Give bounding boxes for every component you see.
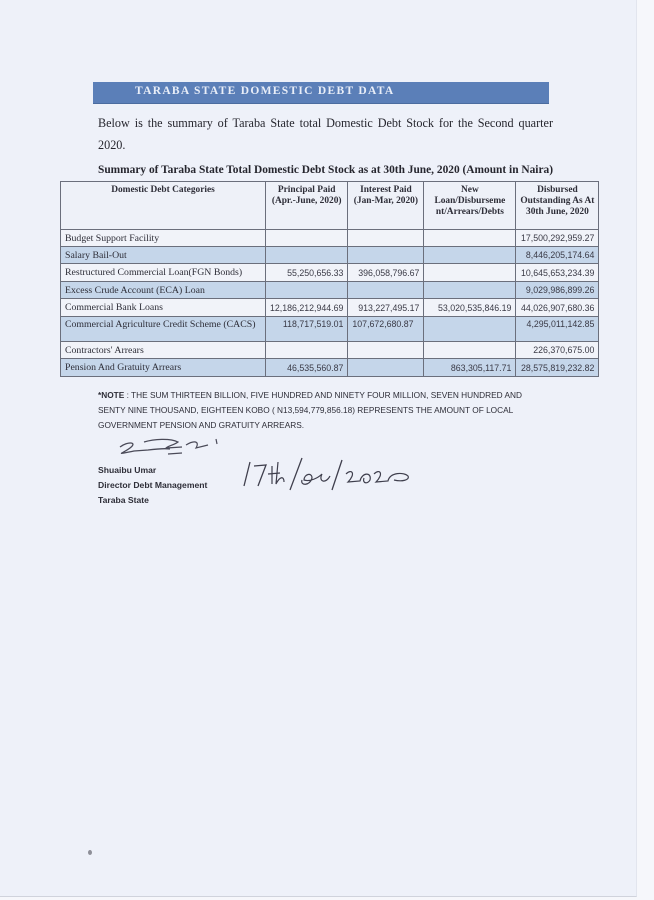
row-outstanding: 28,575,819,232.82 — [516, 359, 599, 377]
row-outstanding: 8,446,205,174.64 — [516, 247, 599, 264]
row-category: Commercial Bank Loans — [61, 299, 266, 317]
row-new-loan — [424, 247, 516, 264]
row-new-loan — [424, 264, 516, 282]
row-interest — [348, 359, 424, 377]
footnote — [98, 388, 548, 433]
row-interest: 396,058,796.67 — [348, 264, 424, 282]
row-new-loan: 53,020,535,846.19 — [424, 299, 516, 317]
handwritten-date — [238, 452, 428, 494]
table-row — [61, 230, 599, 247]
debt-table — [60, 181, 599, 377]
row-new-loan: 863,305,117.71 — [424, 359, 516, 377]
row-category: Commercial Agriculture Credit Scheme (CACS) — [61, 317, 266, 342]
row-category: Excess Crude Account (ECA) Loan — [61, 282, 266, 299]
row-interest — [348, 342, 424, 359]
row-interest — [348, 230, 424, 247]
scan-speck — [88, 850, 92, 855]
row-outstanding: 10,645,653,234.39 — [516, 264, 599, 282]
intro-paragraph: Below is the summary of Taraba State total Domestic Debt Stock for the Second quarter 2020. — [98, 116, 553, 152]
banner-title: TARABA STATE DOMESTIC DEBT DATA — [135, 85, 395, 97]
row-category: Salary Bail-Out — [61, 247, 266, 264]
row-principal — [266, 230, 348, 247]
row-principal: 55,250,656.33 — [266, 264, 348, 282]
table-row — [61, 359, 599, 377]
row-outstanding: 226,370,675.00 — [516, 342, 599, 359]
row-principal: 118,717,519.01 — [266, 317, 348, 342]
row-principal — [266, 247, 348, 264]
signatory-title: Director Debt Management — [98, 480, 208, 490]
row-interest — [348, 282, 424, 299]
handwritten-signature — [86, 430, 246, 460]
row-outstanding: 44,026,907,680.36 — [516, 299, 599, 317]
table-row — [61, 342, 599, 359]
signatory-block — [98, 463, 207, 508]
row-outstanding: 4,295,011,142.85 — [516, 317, 599, 342]
row-category: Restructured Commercial Loan(FGN Bonds) — [61, 264, 266, 282]
row-principal — [266, 342, 348, 359]
table-caption: Summary of Taraba State Total Domestic Debt Stock as at 30th June, 2020 (Amount in Naira) — [98, 164, 554, 176]
row-category: Contractors' Arrears — [61, 342, 266, 359]
header-principal: Principal Paid (Apr.-June, 2020) — [266, 182, 348, 230]
row-new-loan — [424, 342, 516, 359]
title-banner — [93, 82, 549, 104]
signatory-name: Shuaibu Umar — [98, 465, 157, 475]
table-header-row — [61, 182, 599, 230]
header-interest: Interest Paid (Jan-Mar, 2020) — [348, 182, 424, 230]
row-interest: 107,672,680.87 — [348, 317, 424, 342]
header-outstanding: Disbursed Outstanding As At 30th June, 2020 — [516, 182, 599, 230]
note-label: *NOTE — [98, 390, 125, 400]
row-outstanding: 17,500,292,959.27 — [516, 230, 599, 247]
header-category: Domestic Debt Categories — [61, 182, 266, 230]
row-principal: 12,186,212,944.69 — [266, 299, 348, 317]
row-new-loan — [424, 230, 516, 247]
table-row — [61, 299, 599, 317]
row-new-loan — [424, 317, 516, 342]
table-row — [61, 282, 599, 299]
row-outstanding: 9,029,986,899.26 — [516, 282, 599, 299]
signatory-organization: Taraba State — [98, 495, 149, 505]
header-new-loan: New Loan/Disburseme nt/Arrears/Debts — [424, 182, 516, 230]
row-category: Pension And Gratuity Arrears — [61, 359, 266, 377]
row-category: Budget Support Facility — [61, 230, 266, 247]
row-interest: 913,227,495.17 — [348, 299, 424, 317]
note-text: : THE SUM THIRTEEN BILLION, FIVE HUNDRED AND NINETY FOUR MILLION, SEVEN HUNDRED AND SENTY NINE THOUSAND, EIGHTEEN KOBO ( N13,594,779,856.18) REPRESENTS THE AMOUNT OF LOCAL GOVERNMENT PENSION AND GRATUITY ARREARS. — [98, 390, 522, 430]
row-new-loan — [424, 282, 516, 299]
row-interest — [348, 247, 424, 264]
row-principal — [266, 282, 348, 299]
row-principal: 46,535,560.87 — [266, 359, 348, 377]
table-row — [61, 264, 599, 282]
table-row — [61, 317, 599, 342]
table-row — [61, 247, 599, 264]
